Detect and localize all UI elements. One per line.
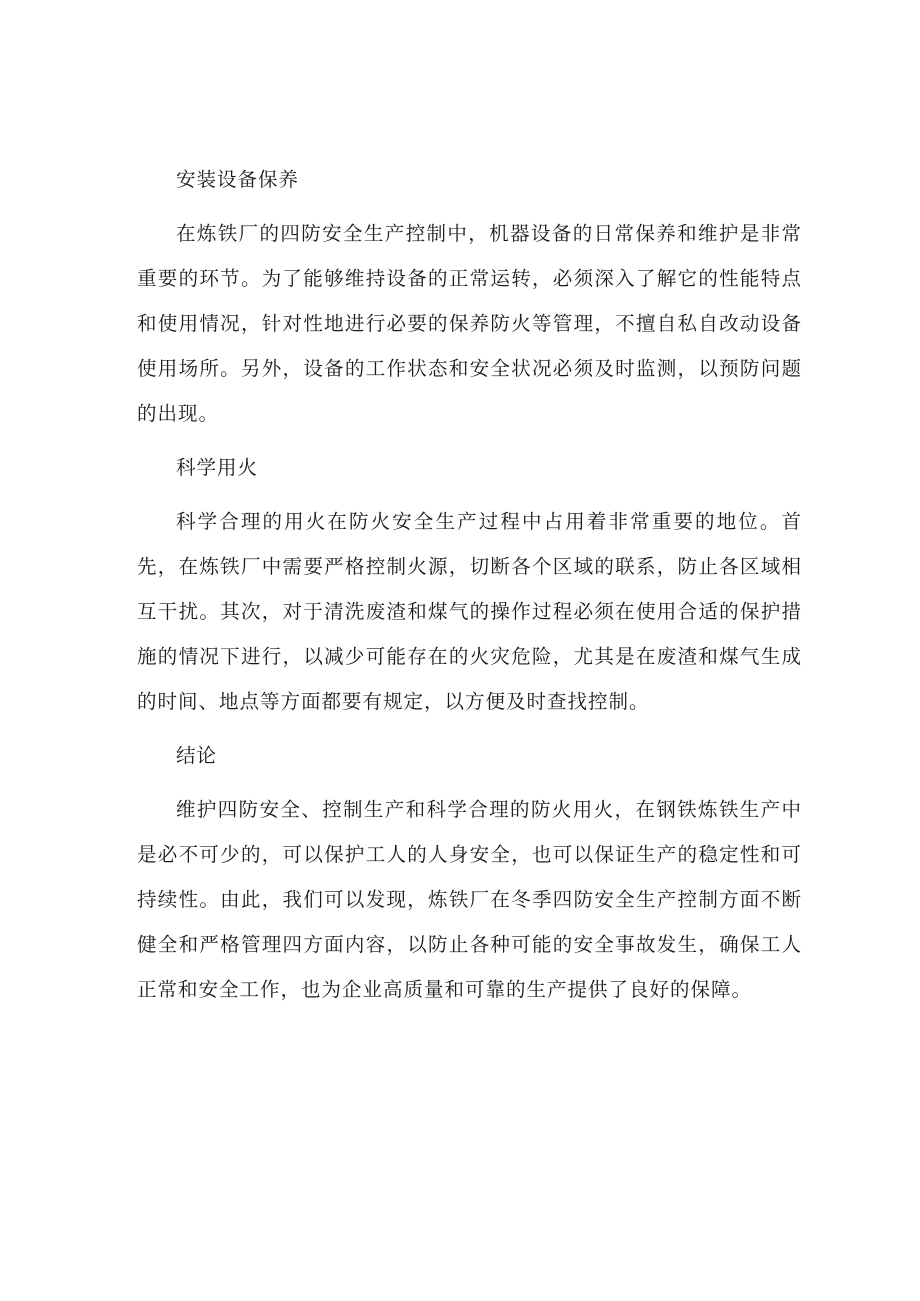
section-paragraph-equipment-maintenance: 在炼铁厂的四防安全生产控制中，机器设备的日常保养和维护是非常重要的环节。为了能够维持设备的正常运转，必须深入了解它的性能特点和使用情况，针对性地进行必要的保养防火等管理，不擅自私自改动设备使用场所。另外，设备的工作状态和安全状况必须及时监测，以预防问题的出现。 xyxy=(137,222,802,425)
document-body xyxy=(137,157,802,1021)
section-paragraph-conclusion: 维护四防安全、控制生产和科学合理的防火用火，在钢铁炼铁生产中是必不可少的，可以保护工人的人身安全，也可以保证生产的稳定性和可持续性。由此，我们可以发现，炼铁厂在冬季四防安全生产控制方面不断健全和严格管理四方面内容，以防止各种可能的安全事故发生，确保工人正常和安全工作，也为企业高质量和可靠的生产提供了良好的保障。 xyxy=(137,798,802,1001)
section-paragraph-scientific-fire-use: 科学合理的用火在防火安全生产过程中占用着非常重要的地位。首先，在炼铁厂中需要严格控制火源，切断各个区域的联系，防止各区域相互干扰。其次，对于清洗废渣和煤气的操作过程必须在使用合适的保护措施的情况下进行，以减少可能存在的火灾危险，尤其是在废渣和煤气生成的时间、地点等方面都要有规定，以方便及时查找控制。 xyxy=(137,510,802,713)
section-heading-conclusion: 结论 xyxy=(176,744,218,767)
section-heading-equipment-maintenance: 安装设备保养 xyxy=(176,168,300,191)
section-heading-scientific-fire-use: 科学用火 xyxy=(176,456,259,479)
